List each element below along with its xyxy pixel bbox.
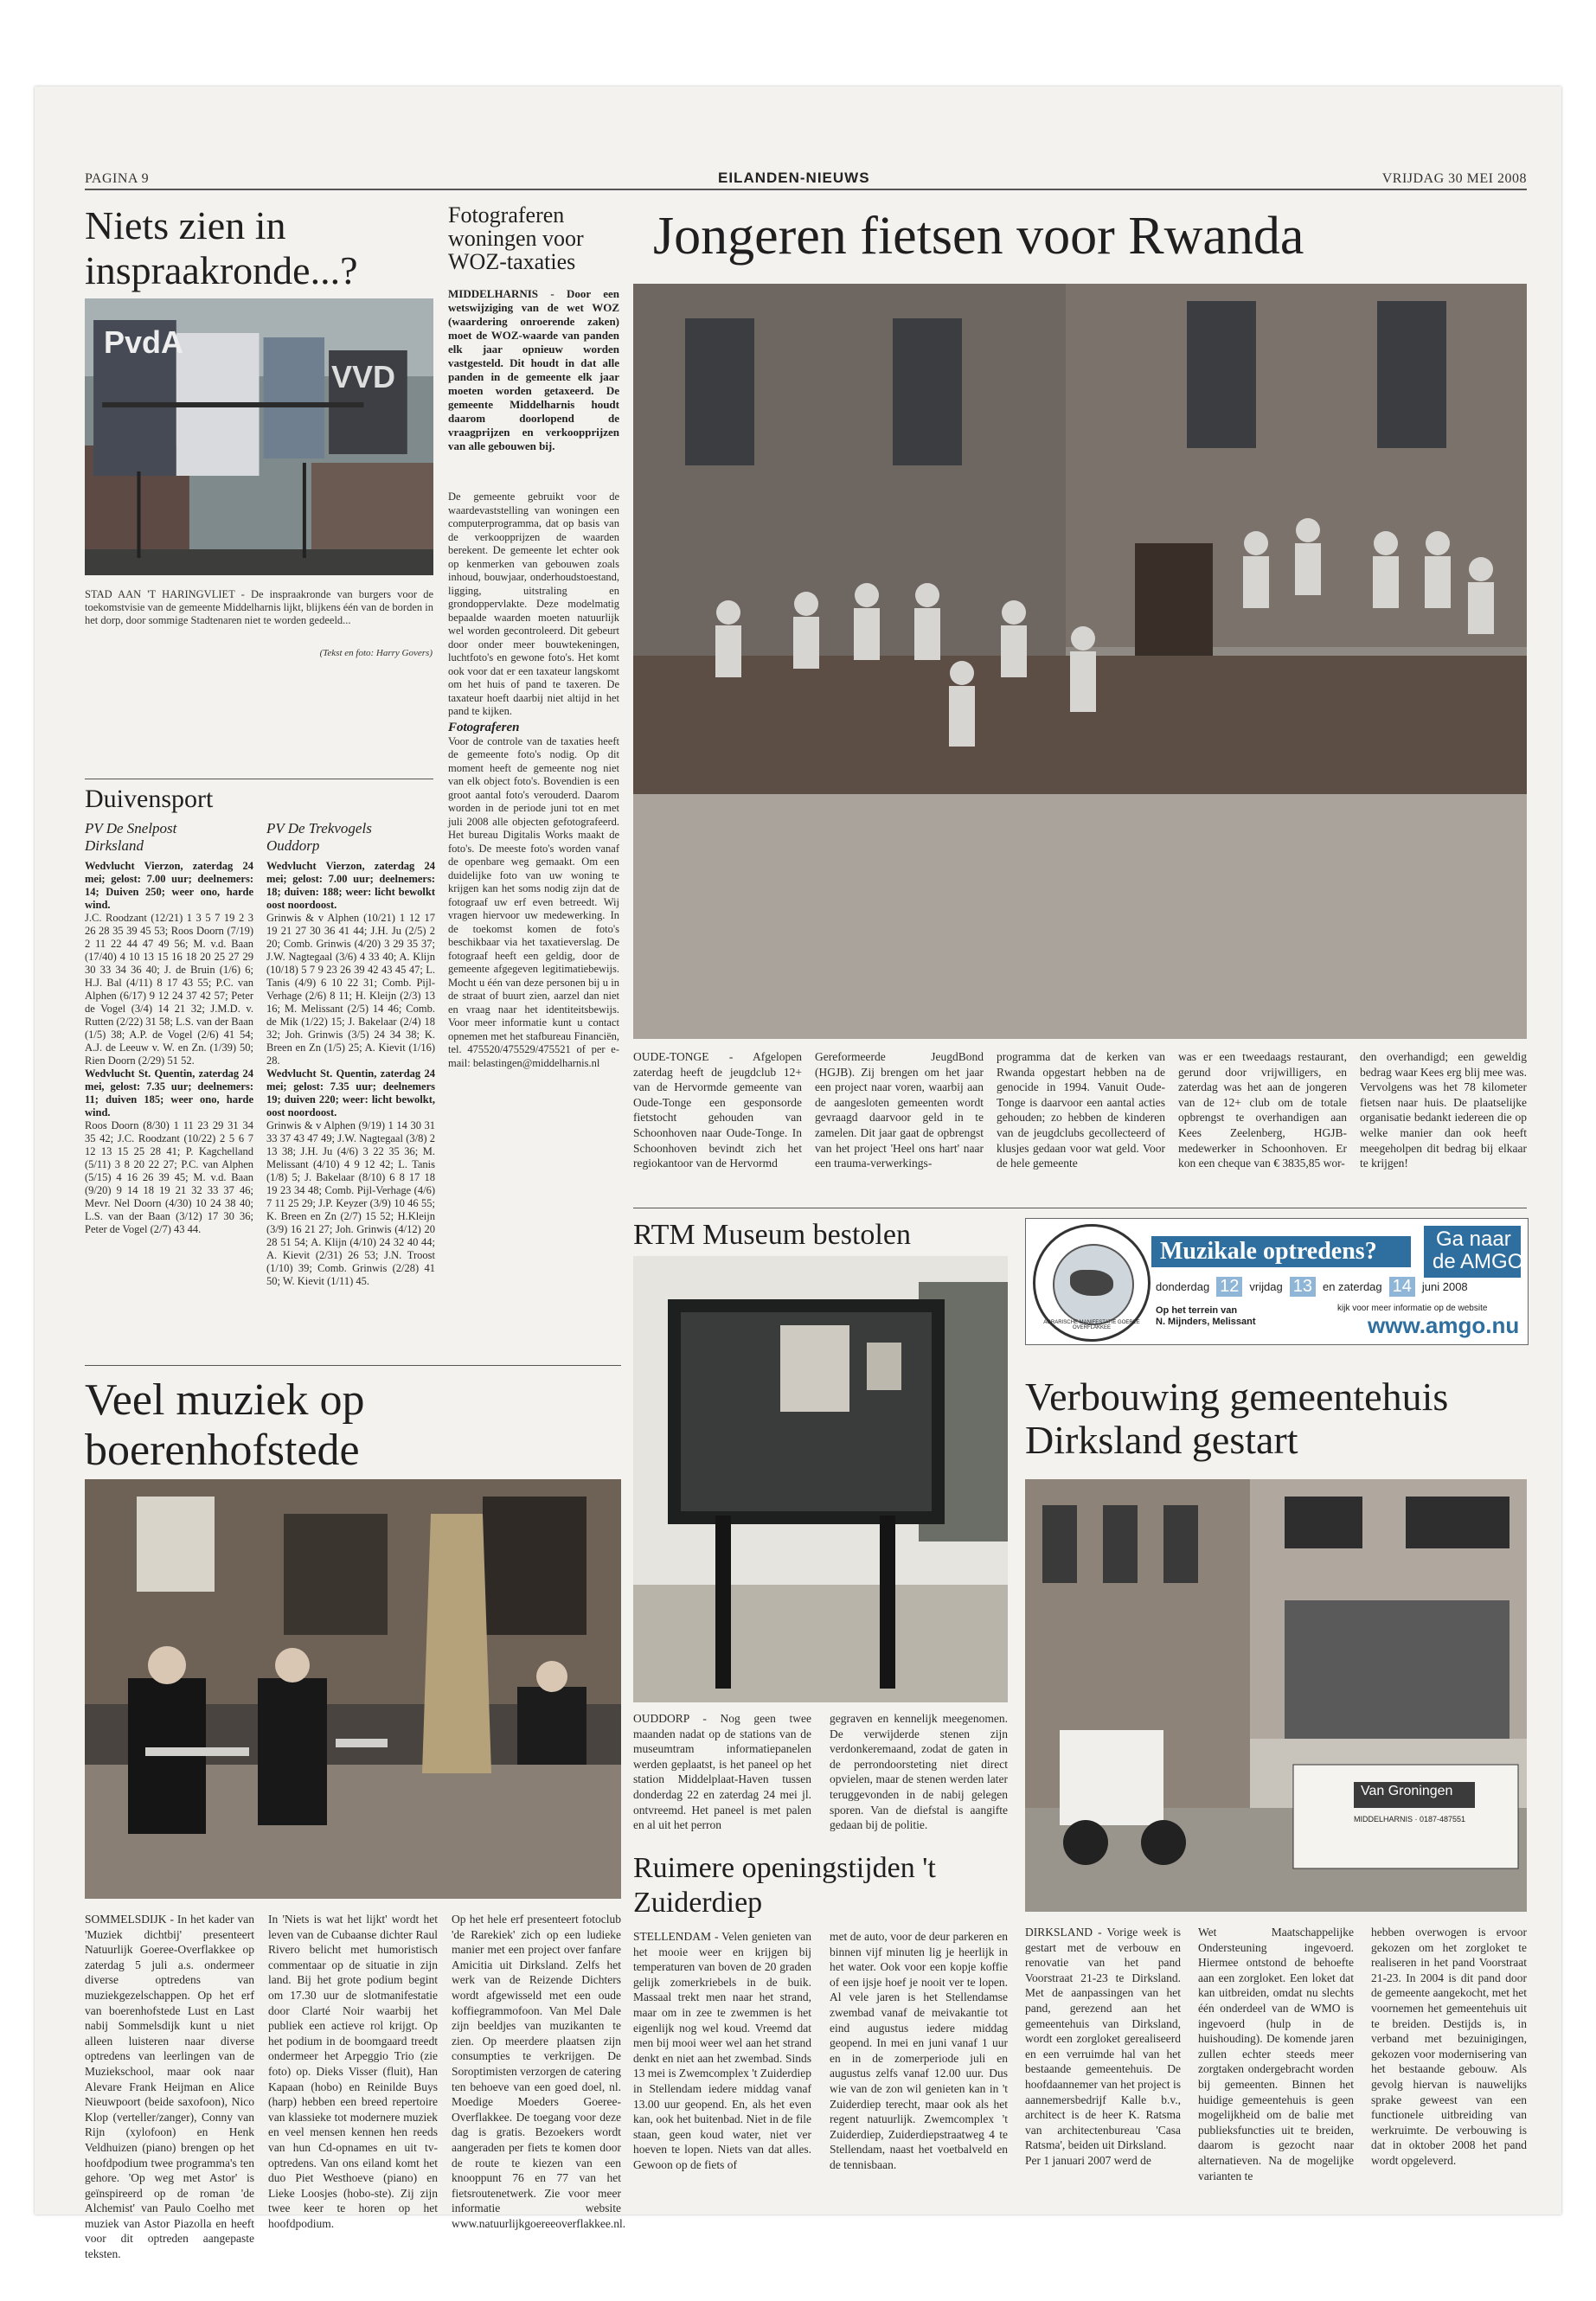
issue-date: VRIJDAG 30 MEI 2008 <box>1381 171 1527 186</box>
poster-vvd-text: VVD <box>331 359 396 394</box>
woz-body-2: Voor de controle van de taxaties heeft de gemeente foto's nodig. Op dit moment heeft de gemeente nog niet van elk object foto's. Bovendien is een groot aantal foto's verouderd. Daarom worden in de periode juni tot en met juli 2008 alle objecten gefotografeerd. Het bureau Digitalis Works maakt de foto's. De meeste foto's worden vanaf de openbare weg gemaakt. Om een duidelijke foto van uw woning te krijgen kan het soms nodig zijn dat de fotograaf uw erf even betreedt. Wij vragen hiervoor uw medewerking. In de toekomst komen de foto's beschikbaar via het taxatieverslag. De fotograaf heeft een geldig, door de gemeente afgegeven legitimatiebewijs. Mocht u één van deze personen bij u in de straat of buurt zien, aarzel dan niet en vraag naar het identiteitsbewijs. Voor meer informatie kunt u contact opnemen met het stafbureau Financiën, tel. 475520/475529/475521 of per e-mail: belastingen@middelharnis.nl <box>448 734 619 1069</box>
muziek-col1: SOMMELSDIJK - In het kader van 'Muziek dichtbij' presenteert Natuurlijk Goeree-Overflakkee op zaterdag 5 juli a.s. ondermeer diverse optredens van muziekgezelschappen. Op het erf van boerenhofstede Lust en Last nabij Sommelsdijk kunt u niet alleen luisteren naar diverse optredens van leerlingen van de Muziekschool, maar ook naar Alevare Frank Heijman en Alice Nieuwpoort (beide saxofoon), Nico Klop (verteller/zanger), Conny van Rijn (xylofoon) en Henk Veldhuizen (piano) brengen op het hoofdpodium twee programma's ten gehore. 'Op weg met Astor' is geïnspireerd op de roman 'de Alchemist' van Paulo Coelho met muziek van Astor Piazolla en heeft voor dit optreden aangepaste teksten. <box>85 1913 254 2261</box>
page-number: PAGINA 9 <box>85 171 150 186</box>
zuiderdiep-col1: STELLENDAM - Velen genieten van het mooie weer en krijgen bij temperaturen van boven de 20 graden gelijk zomerkriebels in de buik. Massaal trekt men naar het strand, maar om in zee te zwemmen is het eigenlijk nog wel koud. Vreemd dat men bij mooi weer wel aan het strand denkt en niet aan het zwembad. Sinds 13 mei is Zwemcomplex 't Zuiderdiep in Stellendam iedere middag vanaf 13.00 uur geopend. En, als het even kan, ook het buitenbad. Niet in de file staan, geen koud water, niet ver hoeven te lopen. Niets van dat alles. Gewoon op de fiets of <box>633 1930 812 2171</box>
ad-url-link[interactable]: www.amgo.nu <box>1368 1312 1520 1338</box>
headline-muziek: Veel muziek op boerenhofstede <box>85 1375 365 1475</box>
rwanda-col4: was er een tweedaags restaurant, gerund door vrijwilligers, en zaterdag was het aan de jongeren van de 12+ club om de totale opbrengst te overhandigen aan Kees Zeelenberg, HGJB-medewerker in Schoonhoven. Er kon een cheque van € 3835,85 wor- <box>1178 1050 1347 1170</box>
verbouwing-col1-end: Per 1 januari 2007 werd de <box>1025 2153 1151 2167</box>
zuiderdiep-col2: met de auto, voor de deur parkeren en binnen vijf minuten lig je heerlijk in het water. Ook voor een kopje koffie of een ijsje hoef je nooit ver te lopen. Al vele jaren is het Stellendamse zwembad vanaf de meivakantie tot eind augustus iedere middag geopend. In mei en juni vanaf 1 uur en in de zomerperiode juli en augustus zelfs vanaf 12.00 uur. Dus wie van de zon wil genieten kan in 't Zuiderdiep terecht, maar ook als het regent natuurlijk. Zwemcomplex 't Zuiderdiep, Zuiderdiepstraatweg 4 te Stellendam, naast het voetbalveld en de tennisbaan. <box>830 1930 1008 2171</box>
ad-dates <box>1156 1276 1521 1297</box>
race-vierzon-results: J.C. Roodzant (12/21) 1 3 5 7 19 2 3 26 28 35 39 45 53; Roos Doorn (7/19) 2 11 22 44 47 49 56; M. v.d. Baan (17/40) 4 10 13 15 16 18 20 25 27 29 30 33 34 36 40; J. de Bruin (1/6) 6; H.J. Bal (4/11) 8 17 43 55; P.C. van Alphen (6/17) 9 12 24 37 42 57; Peter de Vogel (3/4) 14 21 32; J.M.D. v. Rutten (2/22) 31 58; L.S. van der Baan (1/5) 38; A.P. de Vogel (2/6) 41 54; A.J. de Leeuw v. W. en Zn. (1/39) 50; Rien Doorn (2/29) 51 52. <box>85 912 253 1067</box>
ad-venue-line2: N. Mijnders, Melissant <box>1156 1317 1256 1327</box>
race-stquentin-lead-2: Wedvlucht St. Quentin, zaterdag 24 mei; gelost: 7.35 uur; deelnemers 19; duiven 220; weer: licht bewolkt, oost noordoost. <box>266 1067 435 1118</box>
header-rule <box>85 189 1527 190</box>
race-vierzon-results-2: Grinwis & v Alphen (10/21) 1 12 17 19 21 27 30 36 41 44; J.H. Ju (2/5) 2 20; Comb. Grinwis (4/20) 3 29 35 37; J.W. Nagtegaal (3/6) 4 33 40; A. Klijn (10/18) 5 7 9 23 26 39 42 43 45 47; L. Tanis (4/9) 6 10 22 31; Comb. Pijl-Verhage (2/6) 8 11; H. Kleijn (2/3) 13 16; M. Melissant (2/5) 14 46; Comb. de Mik (1/22) 15; J. Bakelaar (2/4) 18 32; Joh. Grinwis (3/5) 24 34 38; K. Breen en Zn (1/5) 25; A. Kievit (1/16) 28. <box>266 912 435 1067</box>
ad-venue <box>1156 1305 1256 1328</box>
newspaper-page <box>35 87 1561 2261</box>
woz-lead: MIDDELHARNIS - Door een wetswijziging van de wet WOZ (waardering onroerende zaken) moet de WOZ-waarde van panden elk jaar opnieuw worden vastgesteld. Dit houdt in dat alle panden in de gemeente elk jaar moeten worden getaxeerd. De gemeente Middelharnis houdt daarom doorlopend de vraagprijzen en verkoopprijzen van alle gebouwen bij. <box>448 287 619 452</box>
headline-woz: Fotograferen woningen voor WOZ-taxaties <box>448 202 584 274</box>
rtm-col2: gegraven en kennelijk meegenomen. De verwijderde stenen zijn verdonkeremaand, zodat de gaten in de perrondoorsteting niet direct opvielen, maar de stenen werden later teruggevonden in de nabij gelegen sporen. Van de diefstal is aangifte gedaan bij de politie. <box>830 1712 1008 1832</box>
headline-rwanda: Jongeren fietsen voor Rwanda <box>653 207 1304 266</box>
ad-title: Muzikale optredens? <box>1160 1238 1377 1265</box>
race-vierzon-lead-2: Wedvlucht Vierzon, zaterdag 24 mei; gelost: 7.00 uur; deelnemers: 18; duiven: 188; weer: licht bewolkt oost noordoost. <box>266 860 435 911</box>
duivensport-col1 <box>85 820 253 1236</box>
photo-renovation <box>1025 1479 1527 1912</box>
verbouwing-col1-text: DIRKSLAND - Vorige week is gestart met de verbouw en renovatie van het pand Voorstraat 21-23 te Dirksland. Met de aanpassingen van het pand, gerezend aan het gemeentehuis van Dirksland, wordt een zorgloket gerealiseerd en een verruimde hal van het bestaande gemeentehuis. De hoofdaannemer van het project is aannemersbedrijf Kalle b.v., architect is de heer K. Ratsma van architectenbureau 'Casa Ratsma', beiden uit Dirksland. <box>1025 1926 1181 2152</box>
photo-caption-inspraak: STAD AAN 'T HARINGVLIET - De inspraakronde van burgers voor de toekomstvisie van de gemeente Middelharnis lijkt, blijkens één van de borden in het dorp, door sommige Stadtenaren niet te worden gedeeld... <box>85 588 433 626</box>
photo-info-panel <box>633 1256 1008 1702</box>
photo-youth-church <box>633 284 1527 1039</box>
headline-rtm: RTM Museum bestolen <box>633 1219 911 1251</box>
truck-sign-details: MIDDELHARNIS · 0187-487551 <box>1354 1815 1466 1823</box>
photo-election-posters <box>85 298 433 575</box>
place-dirksland: Dirksland <box>85 837 144 854</box>
place-ouddorp: Ouddorp <box>266 837 320 854</box>
rwanda-col5: den overhandigd; een geweldig bedrag waar Kees erg blij mee was. Vervolgens was het 78 kilometer fietsen naar huis. De plaatselijke organisatie bedankt iedereen die op welke manier dan ook heeft meegeholpen dit bedrag bij elkaar te krijgen! <box>1360 1050 1527 1170</box>
headline-duivensport: Duivensport <box>85 785 214 813</box>
divider <box>85 1365 621 1366</box>
muziek-col3: Op het hele erf presenteert fotoclub 'de Rarekiek' zich op een ludieke manier met een project over fanfare Amicitia uit Dirksland. Zelfs het werk van de Reizende Dichters wordt afgewisseld met een oude koffiegrammofoon. Van Mel Dale zijn beeldjes van muzikanten te zien. Op meerdere plaatsen zijn consumpties te verkrijgen. De Soroptimisten verzorgen de catering ten behoeve van een goed doel, nl. Moedige Moeders Goeree-Overflakkee. De toegang voor deze dag is gratis. Bezoekers wordt aangeraden per fiets te komen door de route te kiezen van een knooppunt 76 en 77 van het fietsroutenetwerk. Zie voor meer informatie website www.natuurlijkgoereeoverflakkee.nl. <box>452 1913 626 2230</box>
duivensport-col2 <box>266 820 435 1288</box>
amgo-advertisement[interactable] <box>1025 1218 1529 1345</box>
race-vierzon-lead: Wedvlucht Vierzon, zaterdag 24 mei; gelost: 7.00 uur; deelnemers: 14; Duiven 250; weer ono, harde wind. <box>85 860 253 911</box>
headline-inspraakronde: Niets zien in inspraakronde...? <box>85 203 358 292</box>
ad-date-12: 12 <box>1216 1277 1242 1297</box>
amgo-seal-text: AGRARISCHE MANIFESTATIE GOEREE OVERFLAKKEE <box>1043 1320 1140 1330</box>
rwanda-col3: programma dat de kerken van Rwanda opgestart hebben na de genocide in 1994. Vanuit Oude-Tonge is daarvoor een aantal acties gehouden; zo hebben de kinderen van de jeugdclubs gecollecteerd of klusjes gedaan voor wat geld. Voor de hele gemeente <box>997 1050 1165 1170</box>
ad-date-14: 14 <box>1389 1277 1415 1297</box>
club-snelpost: PV De Snelpost <box>85 820 177 836</box>
ad-de-amgo: de AMGO <box>1433 1250 1524 1273</box>
photo-credit: (Tekst en foto: Harry Govers) <box>319 648 433 658</box>
headline-zuiderdiep: Ruimere openingstijden 't Zuiderdiep <box>633 1852 936 1919</box>
verbouwing-col1 <box>1025 1925 1181 2169</box>
amgo-seal <box>1033 1224 1151 1342</box>
masthead: EILANDEN-NIEUWS <box>718 170 870 186</box>
truck-sign-name: Van Groningen <box>1361 1784 1453 1798</box>
ad-venue-line1: Op het terrein van <box>1156 1305 1238 1316</box>
race-stquentin-lead: Wedvlucht St. Quentin, zaterdag 24 mei, gelost: 7.35 uur; deelnemers: 11; duiven 185; weer ono, harde wind. <box>85 1067 253 1118</box>
photo-arpeggio-trio <box>85 1479 621 1899</box>
rtm-col1: OUDDORP - Nog geen twee maanden nadat op de stations van de museumtram informatiepanelen werden geplaatst, is het paneel op het station Middelplaat-Haven tussen donderdag 22 en zaterdag 24 mei jl. ontvreemd. Het paneel is met palen en al uit het perron <box>633 1712 811 1832</box>
race-stquentin-results-2: Grinwis & v Alphen (9/19) 1 14 30 31 33 37 43 47 49; J.W. Nagtegaal (3/8) 2 13 38; J.H. Ju (4/6) 3 22 35 36; M. Melissant (4/10) 4 9 12 42; L. Tanis (1/8) 5; J. Bakelaar (8/10) 6 8 17 18 19 23 34 48; Comb. Pijl-Verhage (4/6) 7 11 25 29; J.P. Keyzer (3/9) 10 46 55; K. Breen en Zn (2/7) 15 52; H.Kleijn (3/9) 16 21 27; Joh. Grinwis (4/12) 20 28 51 54; A. Klijn (4/10) 24 32 40 44; A. Kievit (2/31) 26 53; J.N. Troost (1/10) 39; Comb. Grinwis (2/28) 41 50; W. Kievit (1/11) 45. <box>266 1119 435 1287</box>
ad-day-2: vrijdag <box>1249 1279 1283 1293</box>
race-stquentin-results: Roos Doorn (8/30) 1 11 23 29 31 34 35 42; J.C. Roodzant (10/22) 2 5 6 7 12 13 15 25 28 41; P. Kagchelland (5/11) 3 8 20 22 27; P.C. van Alphen (5/15) 4 16 26 39 45; M. v.d. Baan (9/20) 9 14 18 19 21 32 33 37 46; Mevr. Nel Doorn (4/30) 10 24 38 40; L.S. van der Baan (3/12) 17 30 36; Peter de Vogel (2/7) 43 44. <box>85 1119 253 1235</box>
woz-body-1: De gemeente gebruikt voor de waardevaststelling van woningen een computerprogramma, dat op basis van de verkoopprijzen de waarden berekent. De gemeente let echter ook op kenmerken van gebouwen zoals inhoud, bouwjaar, onderhoudstoestand, ligging, uitstraling en grondoppervlakte. Deze modelmatig bepaalde waarden moeten natuurlijk wel worden gecontroleerd. Dit gebeurt door onder meer bouwtekeningen, luchtfoto's en gewone foto's. Het komt ook voor dat er een taxateur langskomt om het huis of pand te taxeren. De taxateur hoeft daarbij niet altijd in het pand te kijken. <box>448 490 619 717</box>
headline-verbouwing: Verbouwing gemeentehuis Dirksland gestart <box>1025 1375 1449 1462</box>
woz-subhead: Fotograferen <box>448 720 520 734</box>
woz-body <box>448 490 619 1070</box>
muziek-col2: In 'Niets is wat het lijkt' wordt het leven van de Cubaanse dichter Raul Rivero belicht met humoristisch commentaar op de situatie in zijn land. Bij het grote podium begint om 17.30 uur de slotmanifestatie door Clarté Noir waarbij het publiek een actieve rol krijgt. Op het podium in de boomgaard treedt ondermeer het Arpeggio Trio (zie foto) op. Dieks Visser (fluit), Han Kapaan (hobo) en Reinilde Buys (harp) hebben een breed repertoire van klassieke tot modernere muziek en veel mensen kennen hen reeds van hun Cd-opnames en uit tv-optredens. Van ons eiland komt het duo Piet Westhoeve (piano) en Lieke Loosjes (hobo-ste). Zij zijn twee keer te horen op het hoofdpodium. <box>268 1913 438 2230</box>
ad-day-1: donderdag <box>1156 1279 1210 1293</box>
ad-info: kijk voor meer informatie op de website <box>1337 1304 1488 1313</box>
verbouwing-col2: Wet Maatschappelijke Ondersteuning ingevoerd. Hiermee ontstond de behoefte aan een zorgloket. Een loket dat kan uitbreiden, omdat nu slechts één onderdeel van de WMO is ingevoerd (hulp in de huishouding). De komende jaren zullen echter steeds meer zorgtaken ondergebracht worden bij gemeenten. Binnen het huidige gemeentehuis is geen mogelijkheid om de balie met publieksfuncties uit te breiden, daarom is gezocht naar alternatieven. Na de mogelijke varianten te <box>1198 1926 1354 2182</box>
ad-month: juni 2008 <box>1421 1279 1468 1293</box>
verbouwing-col3: hebben overwogen is ervoor gekozen om het zorgloket te realiseren in het pand Voorstraat 21-23. In 2004 is dit pand door de gemeente aangekocht, met het voornemen het gemeentehuis uit te breiden. Destijds is, in verband met bezuinigingen, gekozen voor modernisering van het bestaande gebouw. Als gevolg hiervan is nauwelijks sprake geweest van een functionele uitbreiding van werkruimte. De verbouwing is dat in oktober 2008 het pand wordt opgeleverd. <box>1371 1926 1527 2167</box>
club-trekvogels: PV De Trekvogels <box>266 820 372 836</box>
rwanda-col2: Gereformeerde JeugdBond (HGJB). Zij brengen om het jaar een project naar voren, waarbij aan de aangesloten gemeenten wordt gevraagd daarvoor geld in te zamelen. Dit jaar gaat de opbrengst van het project 'Heel ons hart' naar een trauma-verwerkings- <box>815 1050 984 1170</box>
ad-ga-naar: Ga naar <box>1436 1227 1511 1251</box>
ad-day-3: en zaterdag <box>1322 1279 1382 1293</box>
rwanda-col1: OUDE-TONGE - Afgelopen zaterdag heeft de jeugdclub 12+ van de Hervormde gemeente van Oude-Tonge een gesponsorde fietstocht gehouden van Schoonhoven naar Oude-Tonge. In Schoonhoven bevindt zich het regiokantoor van de Hervormd <box>633 1050 802 1170</box>
ad-date-13: 13 <box>1290 1277 1316 1297</box>
poster-pvda-text: PvdA <box>104 324 184 360</box>
